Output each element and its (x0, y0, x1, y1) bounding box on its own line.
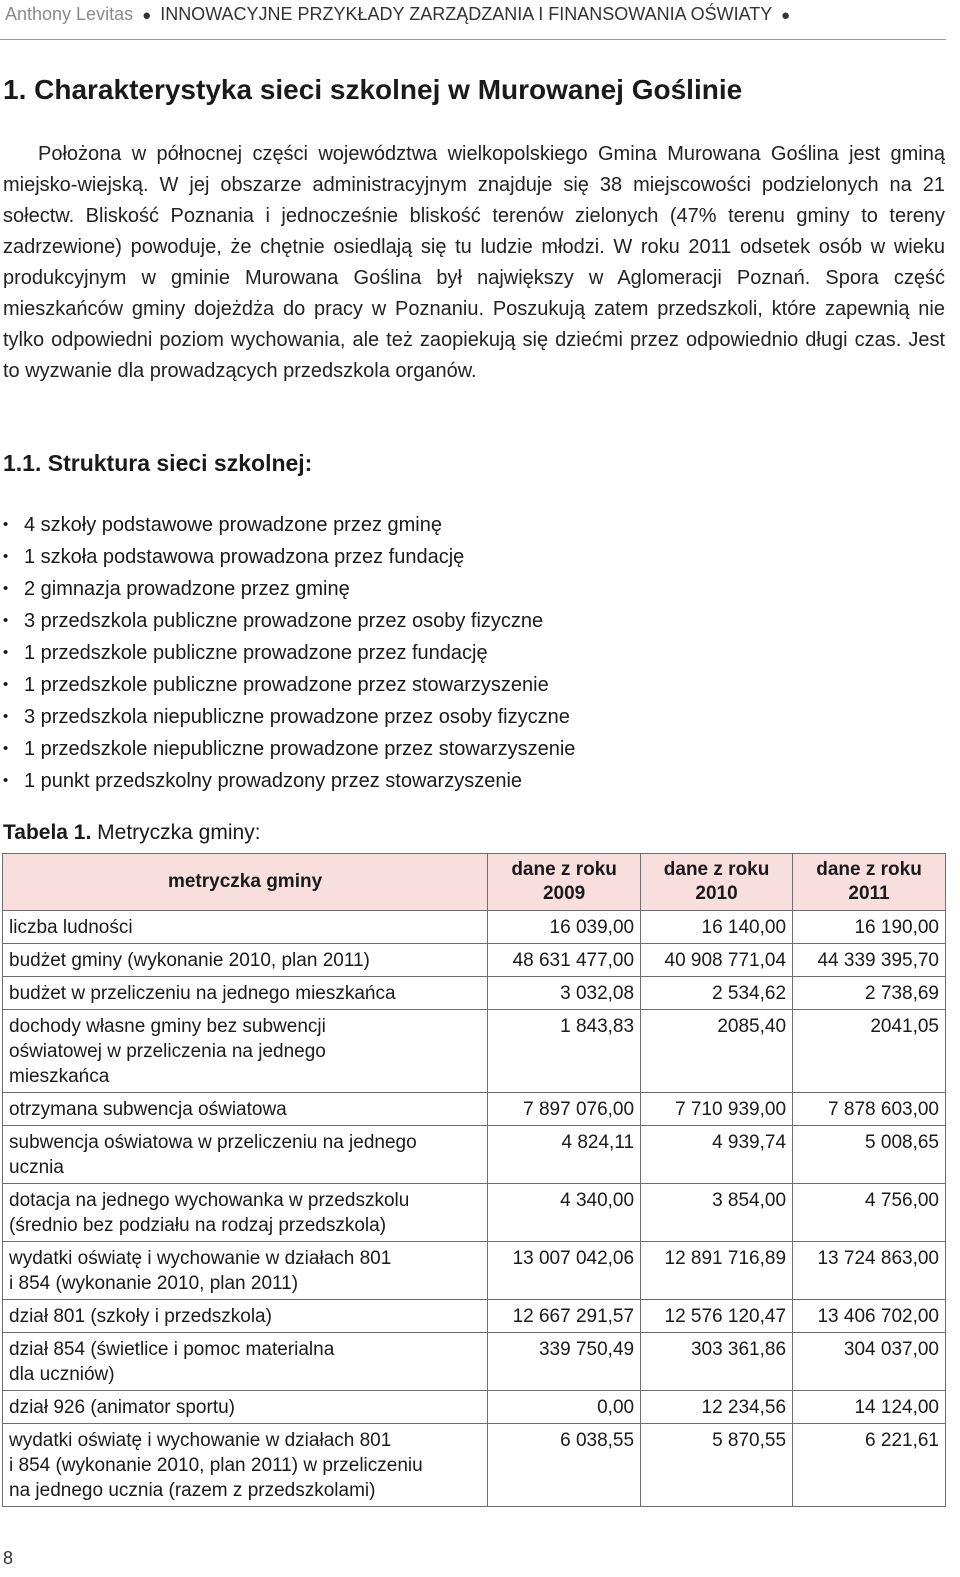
header-2009-year: 2009 (542, 883, 586, 904)
list-item-text: 1 szkoła podstawowa prowadzona przez fundację (24, 546, 465, 568)
table-row (3, 977, 946, 1010)
header-2009 (488, 854, 641, 911)
list-item (3, 637, 575, 669)
metric-label-line: dział 926 (animator sportu) (9, 1397, 235, 1418)
table-row (3, 1010, 946, 1093)
table-caption-text: Metryczka gminy: (91, 821, 261, 844)
metric-label-line: budżet gminy (wykonanie 2010, plan 2011) (9, 950, 370, 971)
list-item-text: 4 szkoły podstawowe prowadzone przez gminę (24, 514, 442, 536)
list-item-text: 1 przedszkole publiczne prowadzone przez stowarzyszenie (24, 674, 549, 696)
table-body (3, 911, 946, 1507)
header-2011-year: 2011 (848, 883, 890, 904)
metric-label-line: liczba ludności (9, 917, 133, 938)
header-metric-label: metryczka gminy (167, 871, 323, 892)
metric-label-cell (3, 1010, 488, 1093)
list-item-text: 1 punkt przedszkolny prowadzony przez stowarzyszenie (24, 770, 523, 792)
metric-label-cell (3, 1424, 488, 1507)
value-cell-2010: 12 576 120,47 (641, 1300, 793, 1333)
header-publication-title: INNOWACYJNE PRZYKŁADY ZARZĄDZANIA I FINANSOWANIA OŚWIATY (160, 4, 772, 24)
metric-label-line: ucznia (9, 1157, 64, 1178)
table-header-row (3, 854, 946, 911)
metric-label-cell (3, 1333, 488, 1391)
bullet-dot: • (3, 580, 9, 597)
metric-label-line: (średnio bez podziału na rodzaj przedszkola) (9, 1215, 387, 1236)
bullet-dot: • (3, 612, 9, 629)
header-2010-line1: dane z roku (663, 859, 770, 880)
value-cell-2011: 304 037,00 (793, 1333, 946, 1391)
header-rule (0, 39, 946, 40)
value-cell-2009: 3 032,08 (488, 977, 641, 1010)
table-row (3, 911, 946, 944)
value-cell-2009: 48 631 477,00 (488, 944, 641, 977)
bullet-dot: • (3, 676, 9, 693)
value-cell-2011: 14 124,00 (793, 1391, 946, 1424)
table-row (3, 1126, 946, 1184)
list-item-text: 3 przedszkola publiczne prowadzone przez osoby fizyczne (24, 610, 544, 632)
list-item (3, 509, 575, 541)
value-cell-2010: 3 854,00 (641, 1184, 793, 1242)
school-network-list (3, 509, 575, 797)
metric-label-line: dla uczniów) (9, 1364, 115, 1385)
value-cell-2011: 6 221,61 (793, 1424, 946, 1507)
metric-label-cell (3, 1184, 488, 1242)
value-cell-2010: 2085,40 (641, 1010, 793, 1093)
metric-label-cell (3, 1126, 488, 1184)
value-cell-2010: 303 361,86 (641, 1333, 793, 1391)
header-author: Anthony Levitas (5, 4, 134, 24)
bullet-dot: • (3, 516, 9, 533)
bullet-dot: • (3, 644, 9, 661)
metric-label-cell (3, 977, 488, 1010)
list-item (3, 573, 575, 605)
value-cell-2011: 2041,05 (793, 1010, 946, 1093)
bullet-dot: • (3, 740, 9, 757)
metric-label-cell (3, 1242, 488, 1300)
value-cell-2010: 12 234,56 (641, 1391, 793, 1424)
value-cell-2011: 2 738,69 (793, 977, 946, 1010)
bullet-dot: • (3, 548, 9, 565)
value-cell-2010: 5 870,55 (641, 1424, 793, 1507)
value-cell-2011: 5 008,65 (793, 1126, 946, 1184)
list-item (3, 605, 575, 637)
table-caption-label: Tabela 1. (3, 821, 92, 844)
value-cell-2011: 13 406 702,00 (793, 1300, 946, 1333)
value-cell-2009: 13 007 042,06 (488, 1242, 641, 1300)
value-cell-2011: 4 756,00 (793, 1184, 946, 1242)
metric-label-line: oświatowej w przeliczenia na jednego (9, 1041, 326, 1062)
list-item (3, 669, 575, 701)
value-cell-2011: 44 339 395,70 (793, 944, 946, 977)
table-row (3, 944, 946, 977)
header-2011 (793, 854, 946, 911)
value-cell-2009: 339 750,49 (488, 1333, 641, 1391)
value-cell-2009: 12 667 291,57 (488, 1300, 641, 1333)
metric-label-line: i 854 (wykonanie 2010, plan 2011) (9, 1273, 299, 1294)
value-cell-2009: 4 824,11 (488, 1126, 641, 1184)
header-2009-line1: dane z roku (511, 859, 617, 880)
value-cell-2009: 1 843,83 (488, 1010, 641, 1093)
table-row (3, 1333, 946, 1391)
header-metric (3, 854, 488, 911)
value-cell-2010: 7 710 939,00 (641, 1093, 793, 1126)
metric-label-cell (3, 1300, 488, 1333)
value-cell-2010: 2 534,62 (641, 977, 793, 1010)
value-cell-2009: 0,00 (488, 1391, 641, 1424)
metric-label-line: dotacja na jednego wychowanka w przedszkolu (9, 1190, 410, 1211)
table-row (3, 1093, 946, 1126)
table-row (3, 1391, 946, 1424)
header-2011-line1: dane z roku (816, 859, 922, 880)
value-cell-2011: 13 724 863,00 (793, 1242, 946, 1300)
value-cell-2011: 7 878 603,00 (793, 1093, 946, 1126)
section-paragraph: Położona w północnej części województwa wielkopolskiego Gmina Murowana Goślina jest gminą miejsko-wiejską. W jej obszarze administracyjnym znajduje się 38 miejscowości podzielonych na 21 sołectw. Bliskość Poznania i jednocześnie bliskość terenów zielonych (47% terenu gminy to tereny zadrzewione) powoduje, że chętnie osiedlają się tu ludzie młodzi. W roku 2011 odsetek osób w wieku produkcyjnym w gminie Murowana Goślina był największy w Aglomeracji Poznań. Spora część mieszkańców gminy dojeżdża do pracy w Poznaniu. Poszukują zatem przedszkoli, które zapewnią nie tylko odpowiedni poziom wychowania, ale też zaopiekują się dziećmi przez odpowiednio długi czas. Jest to wyzwanie dla prowadzących przedszkola organów. (3, 143, 945, 382)
list-item (3, 765, 575, 797)
bullet-dot: • (3, 772, 9, 789)
municipality-metrics-table (2, 853, 946, 1507)
running-header (5, 2, 945, 28)
metric-label-line: i 854 (wykonanie 2010, plan 2011) w przeliczeniu (9, 1455, 423, 1476)
metric-label-line: wydatki oświatę i wychowanie w działach 801 (9, 1430, 392, 1451)
metric-label-cell (3, 1093, 488, 1126)
metric-label-line: dział 801 (szkoły i przedszkola) (9, 1306, 272, 1327)
metric-label-line: dochody własne gminy bez subwencji (9, 1016, 326, 1037)
list-item (3, 541, 575, 573)
header-2010 (641, 854, 793, 911)
metric-label-line: wydatki oświatę i wychowanie w działach 801 (9, 1248, 392, 1269)
value-cell-2009: 16 039,00 (488, 911, 641, 944)
value-cell-2009: 6 038,55 (488, 1424, 641, 1507)
metric-label-line: subwencja oświatowa w przeliczeniu na jednego (9, 1132, 417, 1153)
metric-label-cell (3, 911, 488, 944)
metric-label-cell (3, 944, 488, 977)
metric-label-line: dział 854 (świetlice i pomoc materialna (9, 1339, 335, 1360)
metric-label-line: mieszkańca (9, 1066, 110, 1087)
table-row (3, 1242, 946, 1300)
header-trailing-dot: ● (780, 7, 791, 24)
value-cell-2010: 40 908 771,04 (641, 944, 793, 977)
table-row (3, 1300, 946, 1333)
table-row (3, 1184, 946, 1242)
table-caption (3, 818, 261, 848)
metric-label-line: otrzymana subwencja oświatowa (9, 1099, 287, 1120)
list-item (3, 733, 575, 765)
table-row (3, 1424, 946, 1507)
subsection-heading: 1.1. Struktura sieci szkolnej: (3, 450, 313, 476)
header-2010-year: 2010 (695, 883, 738, 904)
metric-label-line: budżet w przeliczeniu na jednego mieszkańca (9, 983, 396, 1004)
list-item-text: 1 przedszkole niepubliczne prowadzone przez stowarzyszenie (24, 738, 576, 760)
value-cell-2009: 7 897 076,00 (488, 1093, 641, 1126)
list-item-text: 2 gimnazja prowadzone przez gminę (24, 578, 350, 600)
metric-label-cell (3, 1391, 488, 1424)
list-item (3, 701, 575, 733)
value-cell-2010: 16 140,00 (641, 911, 793, 944)
list-item-text: 1 przedszkole publiczne prowadzone przez fundację (24, 642, 488, 664)
value-cell-2009: 4 340,00 (488, 1184, 641, 1242)
bullet-dot: • (3, 708, 9, 725)
section-heading: 1. Charakterystyka sieci szkolnej w Murowanej Goślinie (3, 74, 743, 105)
header-separator-dot: ● (142, 7, 152, 24)
metric-label-line: na jednego ucznia (razem z przedszkolami) (9, 1480, 376, 1501)
value-cell-2010: 12 891 716,89 (641, 1242, 793, 1300)
page-number: 8 (3, 1548, 14, 1568)
value-cell-2010: 4 939,74 (641, 1126, 793, 1184)
list-item-text: 3 przedszkola niepubliczne prowadzone przez osoby fizyczne (24, 706, 570, 728)
value-cell-2011: 16 190,00 (793, 911, 946, 944)
